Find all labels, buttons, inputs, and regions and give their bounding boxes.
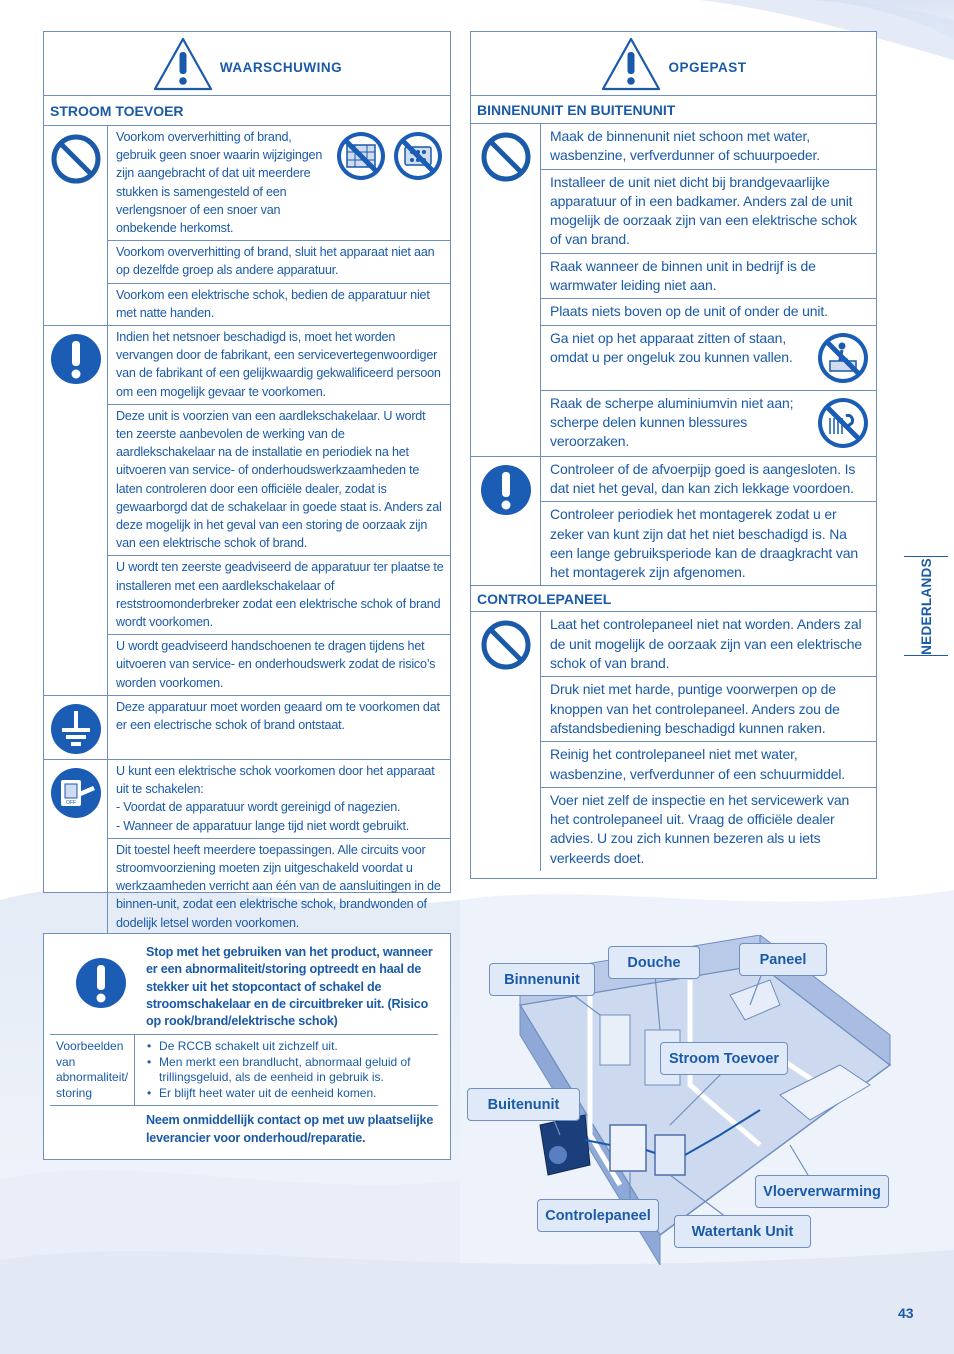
example-item: • Er blijft heet water uit de eenheid komen. (147, 1086, 432, 1102)
caution-title: OPGEPAST (668, 60, 747, 75)
prohibition-icon (49, 132, 103, 186)
section-title-binnenunit-buitenunit: BINNENUNIT EN BUITENUNIT (471, 96, 876, 124)
caution-header (471, 32, 876, 96)
label-paneel: Paneel (739, 943, 827, 976)
example-item: • Men merkt een brandlucht, abnormaal geluid of trillingsgeluid, als de eenheid in gebruik is. (147, 1055, 432, 1086)
no-touch-fin-icon (816, 396, 870, 450)
caution-box (470, 31, 877, 879)
abnormality-examples (50, 1034, 438, 1106)
stop-main-text: Stop met het gebruiken van het product, wanneer er een abnormaliteit/storing optreedt en haal de stekker uit het stopcontact of schakel de stroomschakelaar en de circuitbreker uit. (Risico op rook/brand/elektrische schok) (146, 945, 433, 1029)
caution-group-control-panel (471, 612, 876, 871)
svg-text:OFF: OFF (65, 799, 76, 806)
caution-text: Raak wanneer de binnen unit in bedrijf is de warmwater leiding niet aan. (541, 254, 876, 300)
no-modified-cord-icon (335, 130, 387, 182)
warning-text: Voorkom oververhitting of brand, gebruik geen snoer waarin wijzigingen zijn aangebracht of dat uit meerdere stukken is samengesteld of een verlengsnoer of een snoer van onbekende herkomst. (108, 126, 450, 241)
warning-header (44, 32, 450, 96)
caution-text: Controleer periodiek het montagerek zodat u er zeker van kunt zijn dat het niet beschadigd is. Na een lange gebruiksperiode kan de draagkracht van het montagerek zijn afgenomen. (550, 506, 859, 581)
page-number: 43 (898, 1305, 914, 1321)
warning-text: U kunt een elektrische schok voorkomen door het apparaat uit te schakelen: - Voordat de apparatuur wordt gereinigd of nagezien. - Wanneer de apparatuur lange tijd niet wordt gebruikt. (108, 760, 450, 839)
caution-text: Plaats niets boven op de unit of onder de unit. (541, 299, 876, 325)
label-controlepaneel: Controlepaneel (537, 1199, 659, 1232)
prohibition-icon (479, 618, 533, 672)
ground-icon (49, 702, 103, 756)
label-vloerverwarming: Vloerverwarming (755, 1175, 889, 1208)
no-sitting-icon (816, 331, 870, 385)
section-title-stroom-toevoer: STROOM TOEVOER (44, 96, 450, 126)
caution-text: Controleer of de afvoerpijp goed is aangesloten. Is dat niet het geval, dan kan zich lekkage voordoen. (541, 457, 876, 503)
language-side-tab: NEDERLANDS (904, 556, 948, 656)
warning-title: WAARSCHUWING (219, 60, 343, 75)
contact-text: Neem onmiddellijk contact op met uw plaatselijke leverancier voor onderhoud/reparatie. (146, 1113, 434, 1145)
caution-text: Installeer de unit niet dicht bij brandgevaarlijke apparatuur of in een badkamer. Anders zal de unit mogelijk de oorzaak zijn van een elektrische schok of van brand. (541, 170, 876, 254)
caution-group-mandatory (471, 457, 876, 587)
label-stroom-toevoer: Stroom Toevoer (660, 1042, 788, 1075)
warning-text: U wordt geadviseerd handschoenen te dragen tijdens het uitvoeren van service- en onderhoudswerk zodat de risico’s worden voorkomen. (116, 639, 436, 690)
warning-group-prohibition (44, 126, 450, 326)
example-item: • De RCCB schakelt uit zichzelf uit. (147, 1039, 432, 1055)
warning-text: U wordt ten zeerste geadviseerd de apparatuur ter plaatse te installeren met een aardlekschakelaar of reststroomonderbreker zodat een elektrische schok of brand wordt voorkomen. (108, 556, 450, 635)
installation-diagram (460, 935, 954, 1265)
section-title-controlepaneel: CONTROLEPANEEL (471, 586, 876, 612)
exclamation-icon (74, 956, 128, 1010)
warning-text: Indien het netsnoer beschadigd is, moet het worden vervangen door de fabrikant, een servicevertegenwoordiger van de fabrikant of een gelijkwaardig gekwalificeerd persoon om een mogelijk gevaar te voorkomen. (108, 326, 450, 405)
switch-off-icon (49, 766, 103, 820)
warning-triangle-icon (600, 36, 662, 92)
warning-text: Voorkom een elektrische schok, bedien de apparatuur niet met natte handen. (116, 287, 430, 320)
caution-text: Laat het controlepaneel niet nat worden. Anders zal de unit mogelijk de oorzaak zijn van een elektrische schok of van brand. (541, 612, 876, 677)
caution-text: Maak de binnenunit niet schoon met water, wasbenzine, verfverdunner of schuurpoeder. (541, 124, 876, 170)
exclamation-icon (49, 332, 103, 386)
caution-text: Druk niet met harde, puntige voorwerpen op de knoppen van het controlepaneel. Anders zou de afstandsbediening beschadigd kunnen raken. (541, 677, 876, 742)
label-binnenunit: Binnenunit (489, 963, 595, 996)
warning-group-switch-off (44, 760, 450, 935)
caution-group-prohibition (471, 124, 876, 457)
exclamation-icon (479, 463, 533, 517)
warning-text: Deze apparatuur moet worden geaard om te voorkomen dat er een electrische schok of brand ontstaat. (116, 699, 440, 733)
label-watertank-unit: Watertank Unit (674, 1215, 811, 1248)
no-extension-cord-icon (392, 130, 444, 182)
label-buitenunit: Buitenunit (467, 1088, 580, 1121)
caution-text: Raak de scherpe aluminiumvin niet aan; scherpe delen kunnen blessures veroorzaken. (541, 391, 876, 456)
warning-box (43, 31, 451, 930)
label-douche: Douche (608, 946, 700, 979)
examples-label: Voorbeelden van abnormaliteit/ storing (50, 1035, 135, 1105)
warning-text: Deze unit is voorzien van een aardlekschakelaar. U wordt ten zeerste aanbevolen de werking van de aardlekschakelaar na de installatie en periodiek na het uitvoeren van service- of onderhoudswerkzaamheden te laten controleren door een officiële dealer, zodat is gewaarborgd dat de schakelaar in goede staat is. Anders zal deze mogelijk in het geval van een storing de oorzaak zijn van een elektrische schok of brand. (108, 405, 450, 557)
warning-text: Dit toestel heeft meerdere toepassingen. Alle circuits voor stroomvoorziening moeten zijn uitgeschakeld voordat u werkzaamheden verricht aan één van de aansluitingen in de binnen-unit, zodat een elektrische schok, brandwonden of dodelijk letsel worden voorkomen. (116, 842, 441, 930)
warning-text: Voorkom oververhitting of brand, sluit het apparaat niet aan op dezelfde groep als andere apparatuur. (108, 241, 450, 283)
warning-group-mandatory (44, 326, 450, 696)
caution-text: Reinig het controlepaneel niet met water, wasbenzine, verfverdunner of een schuurmiddel. (541, 742, 876, 788)
prohibition-icon (479, 130, 533, 184)
caution-text: Voer niet zelf de inspectie en het servicewerk van het controlepaneel uit. Vraag de officiële dealer advies. U zou zich kunnen bezeren als u iets verkeerds doet. (550, 791, 850, 866)
warning-group-ground (44, 696, 450, 760)
stop-usage-box (43, 933, 451, 1160)
caution-text: Ga niet op het apparaat zitten of staan, omdat u per ongeluk zou kunnen vallen. (541, 326, 876, 391)
warning-triangle-icon (152, 36, 214, 92)
